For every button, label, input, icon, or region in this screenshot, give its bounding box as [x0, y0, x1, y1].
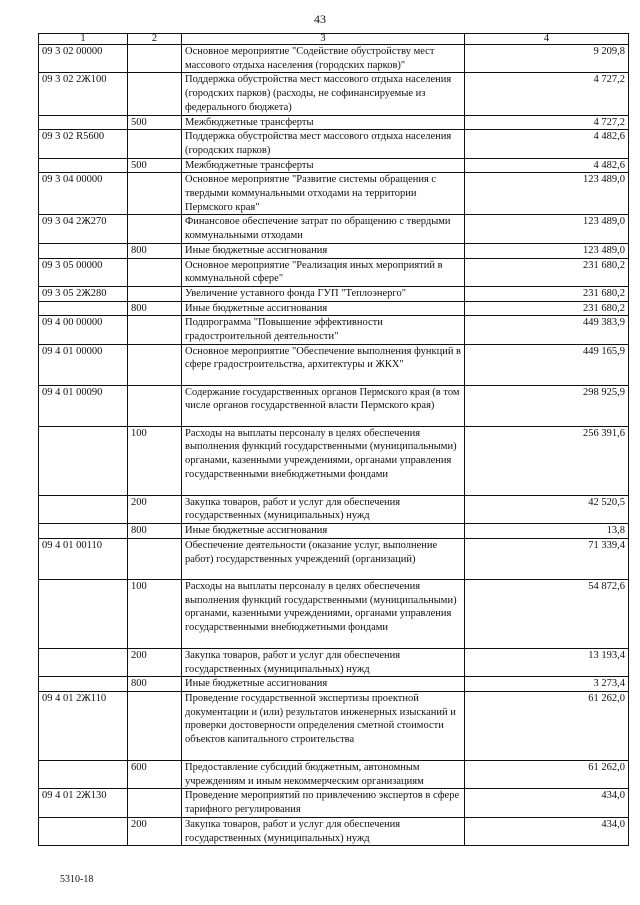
cell-code: 09 4 00 00000 — [39, 316, 128, 344]
table-row — [39, 495, 629, 523]
budget-table — [38, 33, 629, 846]
cell-amount: 71 339,4 — [465, 538, 629, 579]
cell-name: Межбюджетные трансферты — [182, 115, 465, 130]
cell-amount: 9 209,8 — [465, 45, 629, 73]
table-row — [39, 243, 629, 258]
cell-code — [39, 426, 128, 495]
cell-expense-type — [128, 130, 182, 158]
cell-expense-type: 200 — [128, 817, 182, 845]
cell-code: 09 3 05 2Ж280 — [39, 286, 128, 301]
cell-code — [39, 677, 128, 692]
cell-name: Содержание государственных органов Пермского края (в том числе органов государственной власти Пермского края) — [182, 385, 465, 426]
cell-expense-type — [128, 73, 182, 115]
cell-amount: 4 482,6 — [465, 130, 629, 158]
cell-expense-type: 200 — [128, 495, 182, 523]
cell-amount: 61 262,0 — [465, 760, 629, 788]
cell-amount: 231 680,2 — [465, 258, 629, 286]
cell-name: Иные бюджетные ассигнования — [182, 677, 465, 692]
cell-code: 09 4 01 00090 — [39, 385, 128, 426]
cell-code — [39, 495, 128, 523]
cell-code — [39, 158, 128, 173]
cell-expense-type: 200 — [128, 648, 182, 676]
cell-name: Закупка товаров, работ и услуг для обеспечения государственных (муниципальных) нужд — [182, 817, 465, 845]
cell-code: 09 3 02 00000 — [39, 45, 128, 73]
cell-code: 09 4 01 00110 — [39, 538, 128, 579]
table-row — [39, 648, 629, 676]
table-row — [39, 286, 629, 301]
cell-amount: 231 680,2 — [465, 301, 629, 316]
cell-amount: 4 482,6 — [465, 158, 629, 173]
table-row — [39, 538, 629, 579]
table-row — [39, 45, 629, 73]
table-row — [39, 789, 629, 817]
cell-expense-type — [128, 691, 182, 760]
cell-code — [39, 760, 128, 788]
cell-expense-type: 800 — [128, 243, 182, 258]
cell-amount: 54 872,6 — [465, 579, 629, 648]
column-header: 4 — [465, 34, 629, 45]
cell-name: Предоставление субсидий бюджетным, автономным учреждениям и иным некоммерческим организациям — [182, 760, 465, 788]
cell-amount: 449 165,9 — [465, 344, 629, 385]
cell-amount: 123 489,0 — [465, 243, 629, 258]
table-row — [39, 677, 629, 692]
table-row — [39, 760, 629, 788]
cell-expense-type: 500 — [128, 115, 182, 130]
table-row — [39, 301, 629, 316]
cell-expense-type — [128, 258, 182, 286]
cell-expense-type: 100 — [128, 579, 182, 648]
cell-name: Проведение государственной экспертизы проектной документации и (или) результатов инженерных изысканий и проверки достоверности определения сметной стоимости объектов капитального строительства — [182, 691, 465, 760]
cell-amount: 61 262,0 — [465, 691, 629, 760]
cell-expense-type: 800 — [128, 677, 182, 692]
cell-name: Поддержка обустройства мест массового отдыха населения (городских парков) — [182, 130, 465, 158]
page-number: 43 — [314, 12, 326, 26]
cell-amount: 13,8 — [465, 524, 629, 539]
cell-code: 09 4 01 2Ж130 — [39, 789, 128, 817]
cell-expense-type — [128, 173, 182, 215]
cell-name: Иные бюджетные ассигнования — [182, 243, 465, 258]
cell-amount: 123 489,0 — [465, 173, 629, 215]
table-row — [39, 691, 629, 760]
column-header: 1 — [39, 34, 128, 45]
cell-expense-type — [128, 344, 182, 385]
document-code: 5310-18 — [60, 874, 94, 885]
cell-name: Проведение мероприятий по привлечению экспертов в сфере тарифного регулирования — [182, 789, 465, 817]
cell-expense-type — [128, 45, 182, 73]
table-row — [39, 130, 629, 158]
table-row — [39, 579, 629, 648]
cell-name: Финансовое обеспечение затрат по обращению с твердыми коммунальными отходами — [182, 215, 465, 243]
cell-amount: 298 925,9 — [465, 385, 629, 426]
cell-code — [39, 301, 128, 316]
cell-code: 09 3 02 R5600 — [39, 130, 128, 158]
cell-code: 09 3 02 2Ж100 — [39, 73, 128, 115]
table-row — [39, 385, 629, 426]
cell-name: Увеличение уставного фонда ГУП "Теплоэнерго" — [182, 286, 465, 301]
column-header: 2 — [128, 34, 182, 45]
cell-expense-type: 600 — [128, 760, 182, 788]
cell-code — [39, 115, 128, 130]
cell-name: Основное мероприятие "Содействие обустройству мест массового отдыха населения (городских парков)" — [182, 45, 465, 73]
cell-expense-type — [128, 538, 182, 579]
table-row — [39, 115, 629, 130]
cell-code — [39, 648, 128, 676]
cell-amount: 123 489,0 — [465, 215, 629, 243]
cell-name: Подпрограмма "Повышение эффективности градостроительной деятельности" — [182, 316, 465, 344]
cell-code — [39, 243, 128, 258]
table-row — [39, 258, 629, 286]
table-header-row — [39, 34, 629, 45]
cell-amount: 4 727,2 — [465, 73, 629, 115]
cell-expense-type: 800 — [128, 524, 182, 539]
cell-code: 09 4 01 2Ж110 — [39, 691, 128, 760]
table-row — [39, 158, 629, 173]
table-row — [39, 817, 629, 845]
cell-amount: 13 193,4 — [465, 648, 629, 676]
table-row — [39, 524, 629, 539]
cell-name: Расходы на выплаты персоналу в целях обеспечения выполнения функций государственными (муниципальными) органами, казенными учреждениями, органами управления государственными внебюджетными фондами — [182, 579, 465, 648]
cell-name: Поддержка обустройства мест массового отдыха населения (городских парков) (расходы, не софинансируемые из федерального бюджета) — [182, 73, 465, 115]
cell-name: Межбюджетные трансферты — [182, 158, 465, 173]
cell-expense-type: 800 — [128, 301, 182, 316]
cell-code — [39, 524, 128, 539]
cell-name: Основное мероприятие "Реализация иных мероприятий в коммунальной сфере" — [182, 258, 465, 286]
table-row — [39, 344, 629, 385]
cell-name: Основное мероприятие "Развитие системы обращения с твердыми коммунальными отходами на территории Пермского края" — [182, 173, 465, 215]
cell-code: 09 4 01 00000 — [39, 344, 128, 385]
cell-name: Закупка товаров, работ и услуг для обеспечения государственных (муниципальных) нужд — [182, 495, 465, 523]
cell-name: Расходы на выплаты персоналу в целях обеспечения выполнения функций государственными (муниципальными) органами, казенными учреждениями, органами управления государственными внебюджетными фондами — [182, 426, 465, 495]
cell-expense-type: 100 — [128, 426, 182, 495]
cell-amount: 449 383,9 — [465, 316, 629, 344]
cell-amount: 42 520,5 — [465, 495, 629, 523]
table-row — [39, 73, 629, 115]
column-header: 3 — [182, 34, 465, 45]
cell-code: 09 3 04 2Ж270 — [39, 215, 128, 243]
cell-code — [39, 817, 128, 845]
cell-code: 09 3 04 00000 — [39, 173, 128, 215]
cell-name: Иные бюджетные ассигнования — [182, 301, 465, 316]
cell-expense-type — [128, 286, 182, 301]
cell-amount: 4 727,2 — [465, 115, 629, 130]
cell-amount: 434,0 — [465, 817, 629, 845]
cell-name: Иные бюджетные ассигнования — [182, 524, 465, 539]
cell-code — [39, 579, 128, 648]
cell-amount: 3 273,4 — [465, 677, 629, 692]
cell-amount: 434,0 — [465, 789, 629, 817]
cell-expense-type: 500 — [128, 158, 182, 173]
cell-amount: 231 680,2 — [465, 286, 629, 301]
cell-amount: 256 391,6 — [465, 426, 629, 495]
table-row — [39, 215, 629, 243]
table-row — [39, 173, 629, 215]
cell-expense-type — [128, 385, 182, 426]
cell-expense-type — [128, 316, 182, 344]
cell-expense-type — [128, 789, 182, 817]
cell-code: 09 3 05 00000 — [39, 258, 128, 286]
cell-name: Основное мероприятие "Обеспечение выполнения функций в сфере градостроительства, архитектуры и ЖКХ" — [182, 344, 465, 385]
table-row — [39, 316, 629, 344]
cell-name: Закупка товаров, работ и услуг для обеспечения государственных (муниципальных) нужд — [182, 648, 465, 676]
table-row — [39, 426, 629, 495]
cell-expense-type — [128, 215, 182, 243]
cell-name: Обеспечение деятельности (оказание услуг, выполнение работ) государственных учреждений (организаций) — [182, 538, 465, 579]
